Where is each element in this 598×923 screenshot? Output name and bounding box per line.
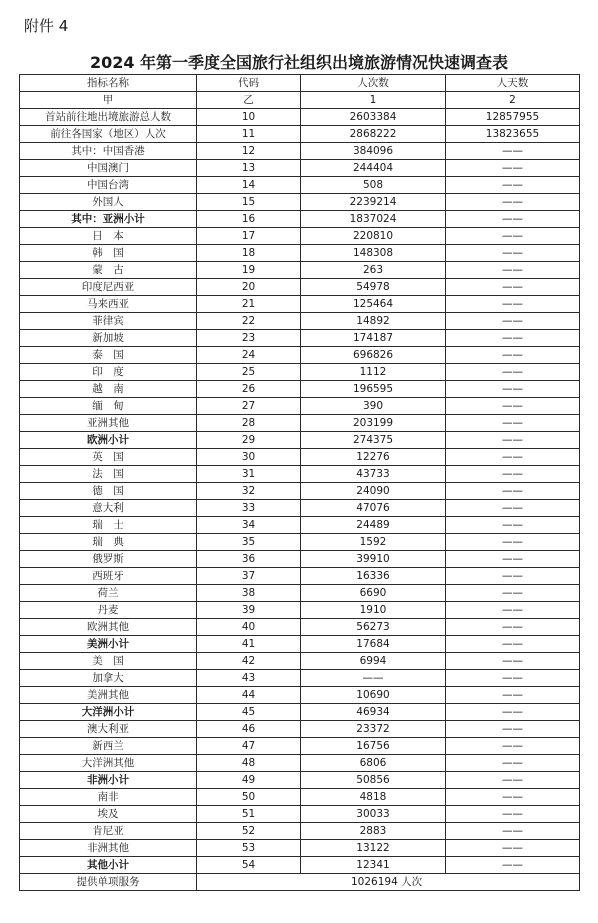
row-days: ——: [446, 194, 580, 211]
table-row: [20, 211, 580, 228]
table-row: [20, 568, 580, 585]
row-days: ——: [446, 177, 580, 194]
row-value: 2239214: [301, 194, 446, 211]
column-header: 代码: [197, 75, 301, 92]
row-code: 23: [197, 330, 301, 347]
row-value: 220810: [301, 228, 446, 245]
table-row: [20, 738, 580, 755]
attachment-label: 附件 4: [24, 17, 69, 35]
row-code: 50: [197, 789, 301, 806]
row-code: 48: [197, 755, 301, 772]
row-value: 196595: [301, 381, 446, 398]
row-name: 美洲其他: [20, 687, 197, 704]
row-days: ——: [446, 228, 580, 245]
row-name: 荷兰: [20, 585, 197, 602]
row-name: 泰 国: [20, 347, 197, 364]
row-value: 2603384: [301, 109, 446, 126]
row-value: 6690: [301, 585, 446, 602]
row-value: 148308: [301, 245, 446, 262]
row-value: 1837024: [301, 211, 446, 228]
row-value: 16756: [301, 738, 446, 755]
row-code: 29: [197, 432, 301, 449]
row-days: ——: [446, 704, 580, 721]
index-cell: 甲: [20, 92, 197, 109]
row-value: 508: [301, 177, 446, 194]
row-code: 15: [197, 194, 301, 211]
index-cell: 1: [301, 92, 446, 109]
row-days: ——: [446, 211, 580, 228]
row-code: 38: [197, 585, 301, 602]
column-header: 人天数: [446, 75, 580, 92]
table-row: [20, 177, 580, 194]
row-code: 18: [197, 245, 301, 262]
table-row: [20, 840, 580, 857]
row-days: ——: [446, 466, 580, 483]
table-row: [20, 619, 580, 636]
row-name: 瑞 典: [20, 534, 197, 551]
row-code: 20: [197, 279, 301, 296]
row-days: ——: [446, 823, 580, 840]
column-header: 人次数: [301, 75, 446, 92]
row-days: ——: [446, 313, 580, 330]
row-value: 39910: [301, 551, 446, 568]
row-days: ——: [446, 415, 580, 432]
survey-table: [19, 74, 580, 891]
row-days: ——: [446, 619, 580, 636]
table-row: [20, 381, 580, 398]
row-value: 244404: [301, 160, 446, 177]
row-name: 美 国: [20, 653, 197, 670]
table-row: [20, 466, 580, 483]
table-row: [20, 755, 580, 772]
table-row: [20, 789, 580, 806]
row-value: 24489: [301, 517, 446, 534]
row-name: 印 度: [20, 364, 197, 381]
row-name: 加拿大: [20, 670, 197, 687]
row-name: 新西兰: [20, 738, 197, 755]
page-title: 2024 年第一季度全国旅行社组织出境旅游情况快速调查表: [89, 53, 509, 72]
row-name: 日 本: [20, 228, 197, 245]
row-value: 1910: [301, 602, 446, 619]
row-value: 12341: [301, 857, 446, 874]
row-days: ——: [446, 585, 580, 602]
index-cell: 乙: [197, 92, 301, 109]
table-row: [20, 194, 580, 211]
row-code: 45: [197, 704, 301, 721]
row-days: ——: [446, 636, 580, 653]
table-row: [20, 636, 580, 653]
row-name: 澳大利亚: [20, 721, 197, 738]
row-code: 21: [197, 296, 301, 313]
row-name: 缅 甸: [20, 398, 197, 415]
row-value: 56273: [301, 619, 446, 636]
row-name: 外国人: [20, 194, 197, 211]
row-code: 12: [197, 143, 301, 160]
table-row: [20, 687, 580, 704]
row-code: 52: [197, 823, 301, 840]
row-days: ——: [446, 534, 580, 551]
row-name: 意大利: [20, 500, 197, 517]
row-value: 43733: [301, 466, 446, 483]
row-value: 47076: [301, 500, 446, 517]
row-name: 中国澳门: [20, 160, 197, 177]
table-row: [20, 653, 580, 670]
table-row: [20, 551, 580, 568]
table-row: [20, 109, 580, 126]
row-code: 22: [197, 313, 301, 330]
row-name: 印度尼西亚: [20, 279, 197, 296]
row-value: 23372: [301, 721, 446, 738]
table-row: [20, 143, 580, 160]
row-code: 40: [197, 619, 301, 636]
row-value: 1592: [301, 534, 446, 551]
table-row: [20, 262, 580, 279]
footer-value: 1026194 人次: [197, 874, 580, 891]
table-row: [20, 160, 580, 177]
table-row: [20, 585, 580, 602]
row-code: 51: [197, 806, 301, 823]
row-name: 西班牙: [20, 568, 197, 585]
row-days: ——: [446, 262, 580, 279]
row-name: 丹麦: [20, 602, 197, 619]
row-name: 亚洲其他: [20, 415, 197, 432]
table-row: [20, 279, 580, 296]
row-value: 6994: [301, 653, 446, 670]
row-name: 法 国: [20, 466, 197, 483]
row-value: 6806: [301, 755, 446, 772]
row-days: ——: [446, 857, 580, 874]
table-row: [20, 602, 580, 619]
row-days: ——: [446, 755, 580, 772]
table-row: [20, 449, 580, 466]
row-days: ——: [446, 245, 580, 262]
row-name: 英 国: [20, 449, 197, 466]
row-code: 27: [197, 398, 301, 415]
row-code: 33: [197, 500, 301, 517]
row-days: ——: [446, 500, 580, 517]
table-row: [20, 823, 580, 840]
row-value: 54978: [301, 279, 446, 296]
row-name: 欧洲其他: [20, 619, 197, 636]
table-row: [20, 228, 580, 245]
row-name: 越 南: [20, 381, 197, 398]
row-code: 25: [197, 364, 301, 381]
row-value: 384096: [301, 143, 446, 160]
table-row: [20, 364, 580, 381]
row-code: 36: [197, 551, 301, 568]
row-name: 菲律宾: [20, 313, 197, 330]
row-days: ——: [446, 840, 580, 857]
row-value: 263: [301, 262, 446, 279]
row-days: ——: [446, 568, 580, 585]
row-value: 17684: [301, 636, 446, 653]
row-value: 24090: [301, 483, 446, 500]
row-days: ——: [446, 347, 580, 364]
table-row: [20, 330, 580, 347]
row-code: 19: [197, 262, 301, 279]
index-cell: 2: [446, 92, 580, 109]
table-row: [20, 313, 580, 330]
row-days: ——: [446, 670, 580, 687]
row-value: 46934: [301, 704, 446, 721]
row-days: ——: [446, 687, 580, 704]
row-value: 174187: [301, 330, 446, 347]
row-name: 非洲小计: [20, 772, 197, 789]
row-name: 大洋洲小计: [20, 704, 197, 721]
row-name: 俄罗斯: [20, 551, 197, 568]
row-code: 11: [197, 126, 301, 143]
row-value: 10690: [301, 687, 446, 704]
table-row: [20, 500, 580, 517]
row-days: 12857955: [446, 109, 580, 126]
table-footer-row: [20, 874, 580, 891]
row-code: 16: [197, 211, 301, 228]
table-row: [20, 296, 580, 313]
row-days: ——: [446, 738, 580, 755]
row-code: 42: [197, 653, 301, 670]
row-value: 1112: [301, 364, 446, 381]
row-value: 696826: [301, 347, 446, 364]
row-name: 其他小计: [20, 857, 197, 874]
row-days: ——: [446, 789, 580, 806]
table-row: [20, 398, 580, 415]
row-name: 大洋洲其他: [20, 755, 197, 772]
row-name: 埃及: [20, 806, 197, 823]
column-header: 指标名称: [20, 75, 197, 92]
row-days: ——: [446, 398, 580, 415]
table-row: [20, 670, 580, 687]
row-value: 14892: [301, 313, 446, 330]
row-value: 203199: [301, 415, 446, 432]
table-row: [20, 415, 580, 432]
row-name: 非洲其他: [20, 840, 197, 857]
row-code: 13: [197, 160, 301, 177]
row-code: 32: [197, 483, 301, 500]
table-row: [20, 517, 580, 534]
row-name: 马来西亚: [20, 296, 197, 313]
row-days: ——: [446, 432, 580, 449]
row-code: 17: [197, 228, 301, 245]
row-value: 50856: [301, 772, 446, 789]
row-name: 前往各国家（地区）人次: [20, 126, 197, 143]
row-code: 10: [197, 109, 301, 126]
row-days: ——: [446, 449, 580, 466]
row-code: 30: [197, 449, 301, 466]
row-name: 韩 国: [20, 245, 197, 262]
row-value: ——: [301, 670, 446, 687]
row-name: 美洲小计: [20, 636, 197, 653]
row-name: 其中：亚洲小计: [20, 211, 197, 228]
table-row: [20, 704, 580, 721]
row-value: 2868222: [301, 126, 446, 143]
row-days: 13823655: [446, 126, 580, 143]
row-name: 其中：中国香港: [20, 143, 197, 160]
row-days: ——: [446, 296, 580, 313]
row-value: 4818: [301, 789, 446, 806]
row-name: 瑞 士: [20, 517, 197, 534]
row-code: 47: [197, 738, 301, 755]
row-days: ——: [446, 279, 580, 296]
row-code: 14: [197, 177, 301, 194]
table-row: [20, 857, 580, 874]
table-index-row: [20, 92, 580, 109]
table-header-row: [20, 75, 580, 92]
table-row: [20, 721, 580, 738]
row-value: 12276: [301, 449, 446, 466]
row-days: ——: [446, 483, 580, 500]
row-code: 53: [197, 840, 301, 857]
row-days: ——: [446, 551, 580, 568]
row-name: 欧洲小计: [20, 432, 197, 449]
row-days: ——: [446, 806, 580, 823]
row-value: 30033: [301, 806, 446, 823]
row-days: ——: [446, 143, 580, 160]
row-value: 125464: [301, 296, 446, 313]
row-name: 蒙 古: [20, 262, 197, 279]
footer-label: 提供单项服务: [20, 874, 197, 891]
table-row: [20, 126, 580, 143]
row-days: ——: [446, 772, 580, 789]
row-code: 28: [197, 415, 301, 432]
row-code: 39: [197, 602, 301, 619]
table-row: [20, 483, 580, 500]
row-name: 德 国: [20, 483, 197, 500]
row-name: 南非: [20, 789, 197, 806]
row-name: 新加坡: [20, 330, 197, 347]
table-row: [20, 245, 580, 262]
table-row: [20, 347, 580, 364]
row-days: ——: [446, 381, 580, 398]
row-value: 13122: [301, 840, 446, 857]
row-value: 2883: [301, 823, 446, 840]
row-code: 46: [197, 721, 301, 738]
row-days: ——: [446, 721, 580, 738]
row-days: ——: [446, 602, 580, 619]
row-code: 24: [197, 347, 301, 364]
row-code: 44: [197, 687, 301, 704]
row-name: 肯尼亚: [20, 823, 197, 840]
row-value: 274375: [301, 432, 446, 449]
row-code: 34: [197, 517, 301, 534]
row-days: ——: [446, 330, 580, 347]
row-code: 49: [197, 772, 301, 789]
row-days: ——: [446, 653, 580, 670]
table-row: [20, 534, 580, 551]
row-value: 16336: [301, 568, 446, 585]
row-code: 43: [197, 670, 301, 687]
row-days: ——: [446, 517, 580, 534]
row-code: 35: [197, 534, 301, 551]
row-name: 中国台湾: [20, 177, 197, 194]
row-code: 41: [197, 636, 301, 653]
row-code: 31: [197, 466, 301, 483]
row-code: 26: [197, 381, 301, 398]
row-code: 37: [197, 568, 301, 585]
row-name: 首站前往地出境旅游总人数: [20, 109, 197, 126]
row-value: 390: [301, 398, 446, 415]
row-days: ——: [446, 364, 580, 381]
table-row: [20, 432, 580, 449]
table-row: [20, 806, 580, 823]
row-days: ——: [446, 160, 580, 177]
row-code: 54: [197, 857, 301, 874]
table-row: [20, 772, 580, 789]
